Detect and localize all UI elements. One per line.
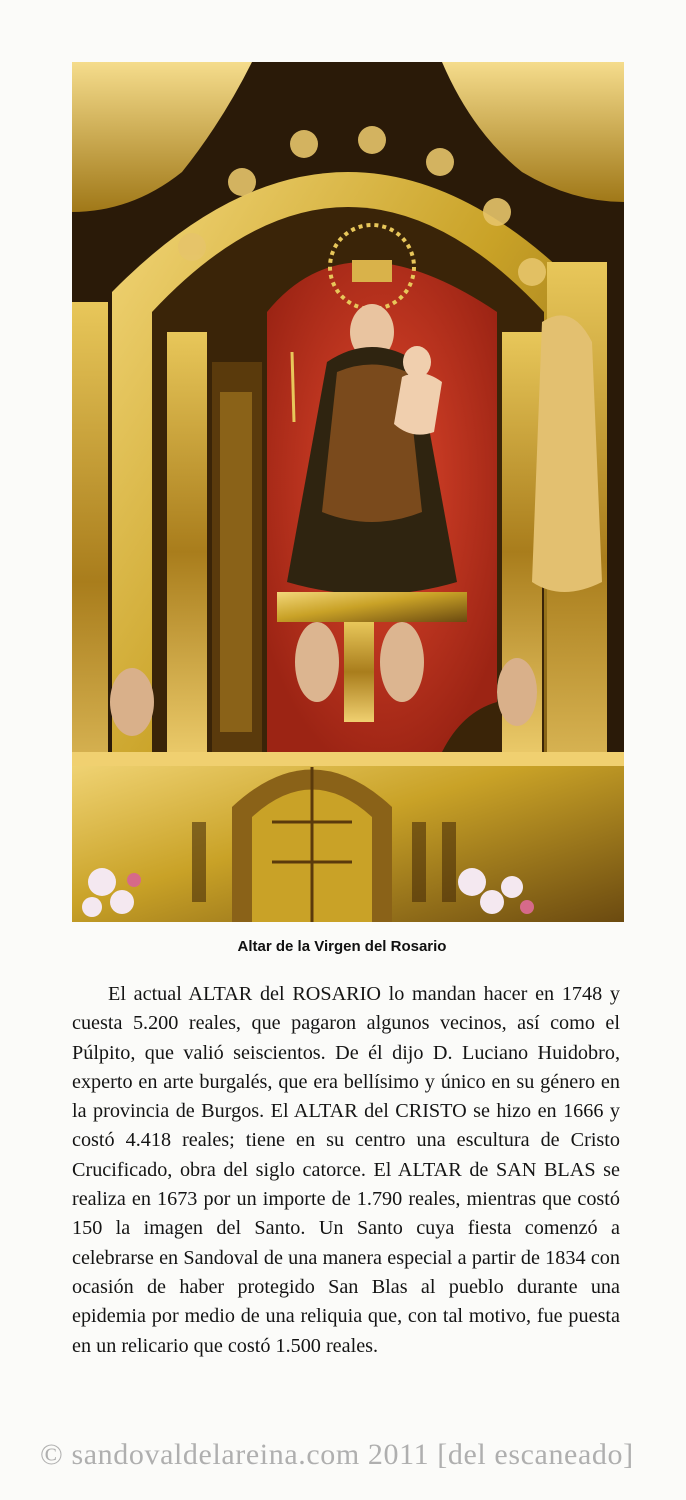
altar-illustration bbox=[72, 62, 624, 922]
photo-caption: Altar de la Virgen del Rosario bbox=[237, 938, 447, 955]
copyright-watermark: © sandovaldelareina.com 2011 [del escaneado] bbox=[40, 1438, 634, 1471]
body-paragraph: El actual ALTAR del ROSARIO lo mandan hacer en 1748 y cuesta 5.200 reales, que pagaron algunos vecinos, así como el Púlpito, que valió seiscientos. De él dijo D. Luciano Huidobro, experto en arte burgalés, que era bellísimo y único en su género en la provincia de Burgos. El ALTAR del CRISTO se hizo en 1666 y costó 4.418 reales; tiene en su centro una escultura de Cristo Crucificado, obra del siglo catorce. El ALTAR de SAN BLAS se realiza en 1673 por un importe de 1.790 reales, mientras que costó 150 la imagen del Santo. Un Santo cuya fiesta comenzó a celebrarse en Sandoval de una manera especial a partir de 1834 con ocasión de haber protegido San Blas al pueblo durante una epidemia por medio de una reliquia que, con tal motivo, fue puesta en un relicario que costó 1.500 reales. bbox=[72, 983, 620, 1357]
altar-photo bbox=[72, 62, 624, 922]
